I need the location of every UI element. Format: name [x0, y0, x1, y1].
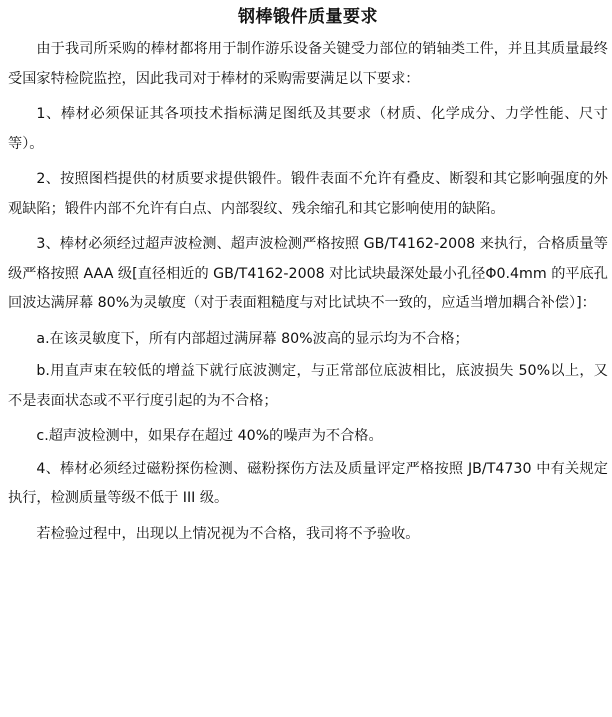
requirement-1: 1、棒材必须保证其各项技术指标满足图纸及其要求（材质、化学成分、力学性能、尺寸等）。 [8, 106, 608, 152]
requirement-3c: c.超声波检测中，如果存在超过 40%的噪声为不合格。 [36, 428, 383, 444]
requirement-3a: a.在该灵敏度下，所有内部超过满屏幕 80%波高的显示均为不合格； [36, 330, 469, 347]
requirement-4: 4、棒材必须经过磁粉探伤检测、磁粉探伤方法及质量评定严格按照 JB/T4730 中有关规定执行，检测质量等级不低于 III 级。 [8, 460, 608, 506]
requirement-3: 3、棒材必须经过超声波检测、超声波检测严格按照 GB/T4162-2008 来执行，合格质量等级严格按照 AAA 级[直径相近的 GB/T4162-2008 对比试块最深处最小孔径Φ0.4mm 的平底孔回波达满屏幕 80%为灵敏度（对于表面粗糙度与对比试块不一致的，应适当增加耦合补偿）]： [8, 236, 608, 311]
closing-paragraph: 若检验过程中，出现以上情况视为不合格，我司将不予验收。 [36, 525, 420, 542]
requirement-3b: b.用直声束在较低的增益下就行底波测定，与正常部位底波相比，底波损失 50%以上，又不是表面状态或不平行度引起的为不合格； [8, 363, 608, 409]
intro-paragraph: 由于我司所采购的棒材都将用于制作游乐设备关键受力部位的销轴类工件，并且其质量最终受国家特检院监控，因此我司对于棒材的采购需要满足以下要求： [8, 41, 608, 87]
requirement-2: 2、按照图档提供的材质要求提供锻件。锻件表面不允许有叠皮、断裂和其它影响强度的外观缺陷；锻件内部不允许有白点、内部裂纹、残余缩孔和其它影响使用的缺陷。 [8, 171, 608, 217]
document-title: 钢棒锻件质量要求 [238, 7, 378, 27]
